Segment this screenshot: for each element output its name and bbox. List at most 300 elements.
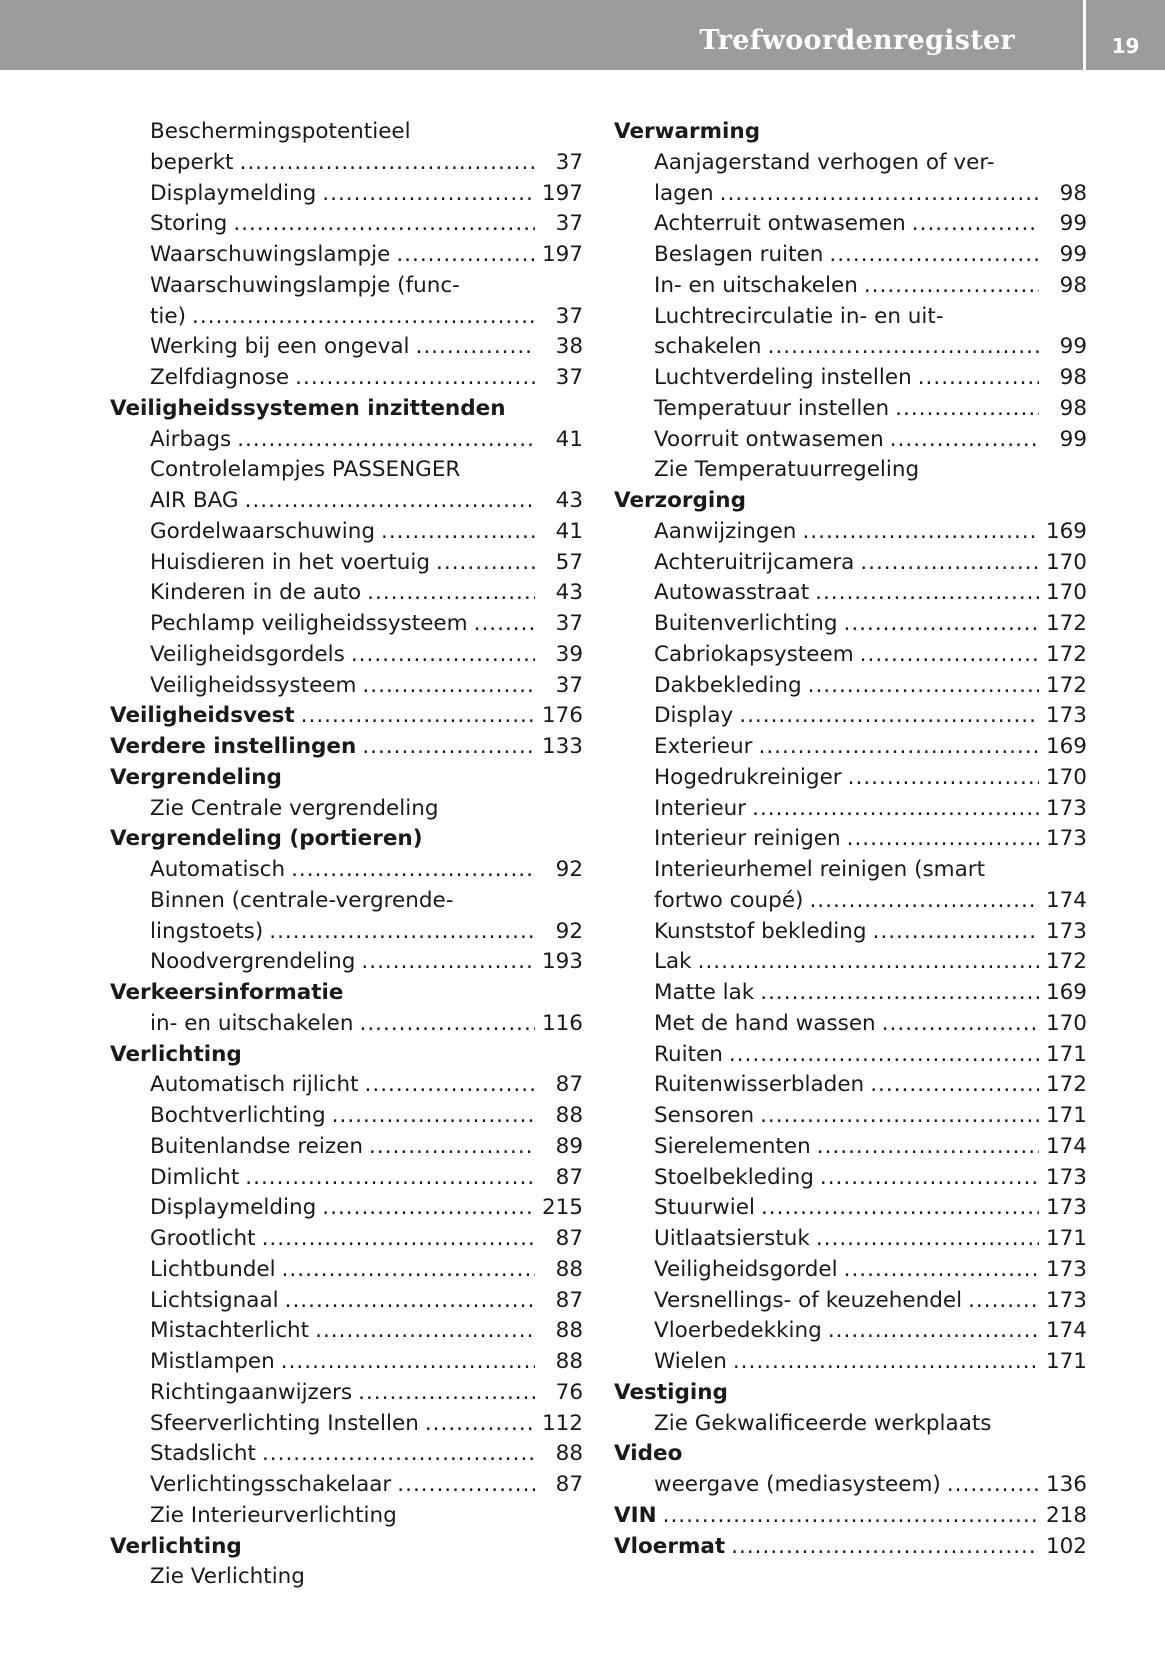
dot-leader	[918, 363, 1039, 394]
index-column-right	[614, 117, 1087, 1562]
dot-leader	[663, 1501, 1039, 1532]
entry-page-number: 170	[1045, 1010, 1087, 1036]
entry-label: Zelfdiagnose	[150, 365, 290, 390]
entry-page-number: 172	[1045, 949, 1087, 975]
index-entry	[614, 1132, 1087, 1163]
entry-page-number: 133	[541, 734, 583, 759]
entry-label: Vergrendeling	[110, 764, 282, 790]
index-entry-heading	[614, 1532, 1087, 1563]
entry-label: Lak	[654, 949, 692, 975]
index-entry-heading	[614, 117, 1087, 148]
entry-page-number: 173	[1045, 795, 1087, 821]
entry-page-number: 174	[1045, 887, 1087, 913]
dot-leader	[802, 517, 1039, 548]
entry-page-number: 173	[1045, 826, 1087, 852]
entry-label: Stadslicht	[150, 1441, 256, 1467]
entry-label: Stuurwiel	[654, 1195, 755, 1221]
dot-leader	[245, 486, 535, 517]
entry-label: Autowasstraat	[654, 580, 810, 606]
dot-leader	[829, 240, 1039, 271]
index-entry	[110, 1255, 583, 1286]
index-entry	[614, 794, 1087, 825]
entry-label: Waarschuwingslampje	[150, 242, 391, 267]
entry-label: Verlichting	[110, 1041, 242, 1067]
section-title: Trefwoordenregister	[699, 25, 1015, 56]
index-entry	[614, 455, 1087, 486]
index-entry	[110, 1470, 583, 1501]
entry-page-number: 197	[541, 242, 583, 267]
dot-leader	[362, 671, 535, 702]
entry-page-number: 99	[1059, 334, 1087, 360]
entry-label: Beslagen ruiten	[654, 242, 824, 267]
dot-leader	[844, 609, 1040, 640]
index-entry	[614, 332, 1087, 363]
entry-label: Airbags	[150, 426, 232, 452]
entry-label: Bochtverlichting	[150, 1103, 326, 1128]
index-entry	[110, 302, 583, 333]
entry-page-number: 174	[1045, 1133, 1087, 1159]
entry-page-number: 102	[1045, 1533, 1087, 1559]
entry-page-number: 218	[1045, 1502, 1087, 1528]
entry-page-number: 99	[1059, 211, 1087, 237]
index-entry	[614, 1316, 1087, 1347]
dot-leader	[365, 1070, 535, 1101]
index-entry	[614, 824, 1087, 855]
page-header	[0, 0, 1165, 70]
index-entry	[614, 209, 1087, 240]
entry-label: VIN	[614, 1502, 657, 1528]
entry-label: Veiligheidssystemen inzittenden	[110, 395, 506, 421]
dot-leader	[847, 824, 1039, 855]
index-entry	[110, 1409, 583, 1440]
entry-page-number: 88	[555, 1441, 583, 1467]
dot-leader	[864, 271, 1039, 302]
index-entry	[110, 1193, 583, 1224]
index-entry	[110, 117, 583, 148]
dot-leader	[760, 978, 1039, 1009]
entry-label: Aanjagerstand verhogen of ver-	[654, 149, 995, 175]
index-entry	[110, 1163, 583, 1194]
entry-page-number: 92	[555, 857, 583, 882]
entry-page-number: 37	[555, 365, 583, 390]
entry-page-number: 174	[1045, 1318, 1087, 1344]
entry-page-number: 87	[555, 1472, 583, 1497]
dot-leader	[816, 1224, 1039, 1255]
dot-leader	[752, 794, 1039, 825]
entry-page-number: 173	[1045, 1195, 1087, 1221]
dot-leader	[844, 1255, 1039, 1286]
index-entry-heading	[110, 732, 583, 763]
dot-leader	[968, 1286, 1039, 1317]
entry-label: Zie Verlichting	[150, 1564, 305, 1590]
entry-label: Zie Gekwalificeerde werkplaats	[654, 1410, 992, 1436]
entry-page-number: 88	[555, 1349, 583, 1374]
dot-leader	[285, 1286, 535, 1317]
dot-leader	[239, 148, 535, 179]
index-entry	[110, 363, 583, 394]
dot-leader	[332, 1101, 535, 1132]
dot-leader	[758, 732, 1039, 763]
entry-page-number: 197	[541, 180, 583, 206]
entry-label: Luchtrecirculatie in- en uit-	[654, 303, 944, 329]
index-entry	[614, 179, 1087, 210]
dot-leader	[760, 1101, 1039, 1132]
entry-label: Waarschuwingslampje (func-	[150, 272, 460, 298]
dot-leader	[262, 1224, 535, 1255]
index-entry	[614, 1409, 1087, 1440]
index-entry	[614, 1163, 1087, 1194]
entry-page-number: 169	[1045, 980, 1087, 1005]
index-entry	[110, 886, 583, 917]
entry-label: Grootlicht	[150, 1226, 256, 1251]
index-entry	[614, 394, 1087, 425]
entry-label: Verzorging	[614, 488, 746, 513]
index-entry	[614, 271, 1087, 302]
entry-label: Vloermat	[614, 1533, 726, 1559]
index-entry	[110, 671, 583, 702]
entry-label: Storing	[150, 211, 228, 237]
index-entry	[110, 578, 583, 609]
dot-leader	[269, 917, 535, 948]
entry-page-number: 43	[555, 580, 583, 606]
entry-label: Sierelementen	[654, 1133, 811, 1159]
dot-leader	[322, 179, 535, 210]
dot-leader	[890, 425, 1039, 456]
dot-leader	[367, 578, 535, 609]
entry-label: AIR BAG	[150, 488, 239, 513]
entry-label: In- en uitschakelen	[654, 272, 858, 298]
index-entry	[110, 1009, 583, 1040]
entry-label: Uitlaatsierstuk	[654, 1226, 810, 1251]
entry-label: Video	[614, 1441, 683, 1467]
entry-label: Zie Interieurverlichting	[150, 1502, 397, 1528]
index-entry-heading	[614, 1378, 1087, 1409]
index-entry	[614, 302, 1087, 333]
entry-label: Ruitenwisserbladen	[654, 1072, 865, 1098]
entry-label: Zie Temperatuurregeling	[654, 457, 920, 483]
dot-leader	[436, 548, 535, 579]
entry-label: Aanwijzingen	[654, 518, 797, 544]
entry-label: Temperatuur instellen	[654, 395, 890, 421]
entry-label: Verlichtingsschakelaar	[150, 1472, 392, 1497]
index-entry	[614, 517, 1087, 548]
dot-leader	[817, 1132, 1039, 1163]
entry-label: Beschermingspotentieel	[150, 119, 411, 144]
index-entry	[110, 332, 583, 363]
index-entry	[614, 578, 1087, 609]
index-entry	[614, 1009, 1087, 1040]
entry-label: Verwarming	[614, 119, 761, 144]
index-entry	[110, 148, 583, 179]
dot-leader	[237, 425, 535, 456]
page-number: 19	[1111, 34, 1140, 58]
dot-leader	[322, 1193, 535, 1224]
index-entry	[614, 1101, 1087, 1132]
entry-page-number: 37	[555, 303, 583, 329]
index-entry-heading	[110, 394, 583, 425]
entry-label: Veiligheidssysteem	[150, 672, 357, 698]
dot-leader	[698, 947, 1039, 978]
dot-leader	[768, 332, 1039, 363]
entry-label: Zie Centrale vergrendeling	[150, 795, 439, 821]
entry-page-number: 98	[1059, 395, 1087, 421]
entry-page-number: 76	[555, 1379, 583, 1405]
dot-leader	[351, 640, 535, 671]
entry-page-number: 173	[1045, 1287, 1087, 1313]
entry-label: Interieur	[654, 795, 747, 821]
dot-leader	[281, 1347, 535, 1378]
entry-label: Veiligheidsvest	[110, 703, 295, 729]
dot-leader	[396, 240, 535, 271]
index-entry	[110, 455, 583, 486]
entry-label: Luchtverdeling instellen	[654, 365, 912, 390]
entry-page-number: 171	[1045, 1226, 1087, 1251]
entry-page-number: 89	[555, 1133, 583, 1159]
entry-page-number: 98	[1059, 180, 1087, 206]
entry-label: fortwo coupé)	[654, 887, 804, 913]
entry-page-number: 170	[1045, 549, 1087, 575]
entry-page-number: 39	[555, 641, 583, 667]
index-entry-heading	[110, 763, 583, 794]
entry-page-number: 87	[555, 1072, 583, 1098]
entry-page-number: 57	[555, 549, 583, 575]
index-entry	[614, 701, 1087, 732]
entry-page-number: 136	[1045, 1472, 1087, 1497]
entry-label: Display	[654, 703, 734, 729]
dot-leader	[425, 1409, 535, 1440]
entry-label: Huisdieren in het voertuig	[150, 549, 431, 575]
dot-leader	[912, 209, 1039, 240]
entry-page-number: 173	[1045, 1164, 1087, 1190]
entry-page-number: 38	[555, 334, 583, 360]
index-entry	[614, 763, 1087, 794]
dot-leader	[282, 1255, 535, 1286]
entry-label: beperkt	[150, 149, 234, 175]
index-entry	[110, 855, 583, 886]
entry-page-number: 171	[1045, 1349, 1087, 1374]
entry-label: Stoelbekleding	[654, 1164, 814, 1190]
entry-label: Richtingaanwijzers	[150, 1379, 353, 1405]
index-column-left	[110, 117, 583, 1593]
dot-leader	[809, 886, 1039, 917]
entry-label: schakelen	[654, 334, 762, 360]
dot-leader	[295, 363, 535, 394]
entry-label: lagen	[654, 180, 714, 206]
index-entry-heading	[110, 1040, 583, 1071]
dot-leader	[262, 1439, 535, 1470]
index-entry	[614, 1070, 1087, 1101]
index-entry	[110, 794, 583, 825]
entry-label: Exterieur	[654, 734, 753, 759]
entry-label: Met de hand wassen	[654, 1010, 876, 1036]
entry-label: Wielen	[654, 1349, 727, 1374]
entry-label: Buitenlandse reizen	[150, 1133, 364, 1159]
entry-page-number: 116	[541, 1010, 583, 1036]
entry-page-number: 172	[1045, 611, 1087, 636]
entry-page-number: 41	[555, 518, 583, 544]
index-entry	[614, 1040, 1087, 1071]
entry-label: Kinderen in de auto	[150, 580, 362, 606]
dot-leader	[315, 1316, 535, 1347]
entry-page-number: 112	[541, 1410, 583, 1436]
entry-label: Werking bij een ongeval	[150, 334, 410, 360]
entry-page-number: 215	[541, 1195, 583, 1221]
entry-label: Buitenverlichting	[654, 611, 838, 636]
entry-page-number: 37	[555, 611, 583, 636]
dot-leader	[895, 394, 1039, 425]
index-entry-heading	[614, 486, 1087, 517]
dot-leader	[860, 640, 1039, 671]
index-entry	[614, 1224, 1087, 1255]
index-entry-heading	[614, 1501, 1087, 1532]
entry-page-number: 169	[1045, 518, 1087, 544]
entry-label: Sfeerverlichting Instellen	[150, 1410, 419, 1436]
dot-leader	[245, 1163, 535, 1194]
dot-leader	[828, 1316, 1039, 1347]
index-entry	[614, 240, 1087, 271]
entry-label: Vestiging	[614, 1379, 728, 1405]
index-entry	[110, 548, 583, 579]
dot-leader	[820, 1163, 1039, 1194]
entry-page-number: 88	[555, 1256, 583, 1282]
entry-label: Binnen (centrale-vergrende-	[150, 887, 454, 913]
entry-page-number: 37	[555, 211, 583, 237]
dot-leader	[291, 855, 535, 886]
index-entry	[614, 1347, 1087, 1378]
entry-page-number: 87	[555, 1287, 583, 1313]
entry-label: Achterruit ontwasemen	[654, 211, 906, 237]
entry-label: Verkeersinformatie	[110, 980, 344, 1005]
entry-page-number: 172	[1045, 672, 1087, 698]
dot-leader	[474, 609, 535, 640]
index-entry	[110, 240, 583, 271]
entry-page-number: 41	[555, 426, 583, 452]
entry-page-number: 171	[1045, 1041, 1087, 1067]
entry-label: Gordelwaarschuwing	[150, 518, 376, 544]
dot-leader	[369, 1132, 535, 1163]
entry-label: tie)	[150, 303, 187, 329]
dot-leader	[720, 179, 1039, 210]
entry-page-number: 173	[1045, 703, 1087, 729]
index-entry	[110, 1224, 583, 1255]
entry-page-number: 88	[555, 1318, 583, 1344]
index-entry	[110, 486, 583, 517]
index-entry-heading	[110, 978, 583, 1009]
entry-page-number: 92	[555, 918, 583, 944]
entry-label: Lichtbundel	[150, 1256, 276, 1282]
entry-label: Displaymelding	[150, 180, 317, 206]
dot-leader	[870, 1070, 1039, 1101]
entry-label: Interieurhemel reinigen (smart	[654, 857, 986, 882]
index-entry	[110, 1286, 583, 1317]
entry-label: Voorruit ontwasemen	[654, 426, 884, 452]
entry-label: Veiligheidsgordels	[150, 641, 345, 667]
index-entry	[614, 1255, 1087, 1286]
entry-page-number: 172	[1045, 1072, 1087, 1098]
index-entry	[110, 209, 583, 240]
entry-page-number: 176	[541, 703, 583, 729]
entry-label: Matte lak	[654, 980, 755, 1005]
entry-page-number: 87	[555, 1226, 583, 1251]
dot-leader	[358, 1378, 535, 1409]
entry-label: Versnellings- of keuzehendel	[654, 1287, 963, 1313]
entry-label: Noodvergrendeling	[150, 949, 356, 975]
index-entry	[614, 363, 1087, 394]
index-entry	[614, 1286, 1087, 1317]
entry-label: Interieur reinigen	[654, 826, 841, 852]
index-entry	[614, 640, 1087, 671]
index-entry	[110, 517, 583, 548]
entry-label: in- en uitschakelen	[150, 1010, 354, 1036]
entry-page-number: 173	[1045, 918, 1087, 944]
index-entry	[614, 548, 1087, 579]
index-entry	[614, 917, 1087, 948]
entry-page-number: 169	[1045, 734, 1087, 759]
index-entry	[110, 1070, 583, 1101]
entry-label: Hogedrukreiniger	[654, 764, 842, 790]
index-entry	[614, 1193, 1087, 1224]
dot-leader	[808, 671, 1039, 702]
dot-leader	[882, 1009, 1039, 1040]
index-entry	[110, 640, 583, 671]
index-entry	[110, 609, 583, 640]
entry-page-number: 99	[1059, 426, 1087, 452]
dot-leader	[415, 332, 535, 363]
index-entry	[110, 1439, 583, 1470]
entry-label: Dimlicht	[150, 1164, 240, 1190]
entry-page-number: 172	[1045, 641, 1087, 667]
dot-leader	[947, 1470, 1039, 1501]
entry-label: Veiligheidsgordel	[654, 1256, 838, 1282]
entry-label: Sensoren	[654, 1103, 755, 1128]
entry-page-number: 88	[555, 1103, 583, 1128]
dot-leader	[860, 548, 1039, 579]
entry-label: weergave (mediasysteem)	[654, 1472, 941, 1497]
dot-leader	[729, 1040, 1039, 1071]
dot-leader	[362, 732, 535, 763]
dot-leader	[873, 917, 1039, 948]
entry-label: Dakbekleding	[654, 672, 802, 698]
entry-label: Vergrendeling (portieren)	[110, 826, 423, 852]
index-entry	[110, 947, 583, 978]
entry-label: Lichtsignaal	[150, 1287, 279, 1313]
index-entry	[110, 425, 583, 456]
dot-leader	[361, 947, 535, 978]
dot-leader	[381, 517, 535, 548]
entry-label: lingstoets)	[150, 918, 264, 944]
entry-page-number: 173	[1045, 1256, 1087, 1282]
entry-label: Ruiten	[654, 1041, 723, 1067]
entry-page-number: 87	[555, 1164, 583, 1190]
entry-label: Mistachterlicht	[150, 1318, 310, 1344]
dot-leader	[731, 1532, 1039, 1563]
entry-label: Mistlampen	[150, 1349, 275, 1374]
index-entry	[110, 1132, 583, 1163]
index-entry	[614, 609, 1087, 640]
entry-page-number: 37	[555, 149, 583, 175]
dot-leader	[301, 701, 535, 732]
index-entry	[110, 179, 583, 210]
entry-label: Pechlamp veiligheidssysteem	[150, 611, 468, 636]
entry-label: Vloerbedekking	[654, 1318, 822, 1344]
dot-leader	[848, 763, 1039, 794]
entry-page-number: 170	[1045, 764, 1087, 790]
entry-page-number: 37	[555, 672, 583, 698]
dot-leader	[761, 1193, 1039, 1224]
index-entry	[110, 271, 583, 302]
dot-leader	[192, 302, 535, 333]
entry-page-number: 99	[1059, 242, 1087, 267]
